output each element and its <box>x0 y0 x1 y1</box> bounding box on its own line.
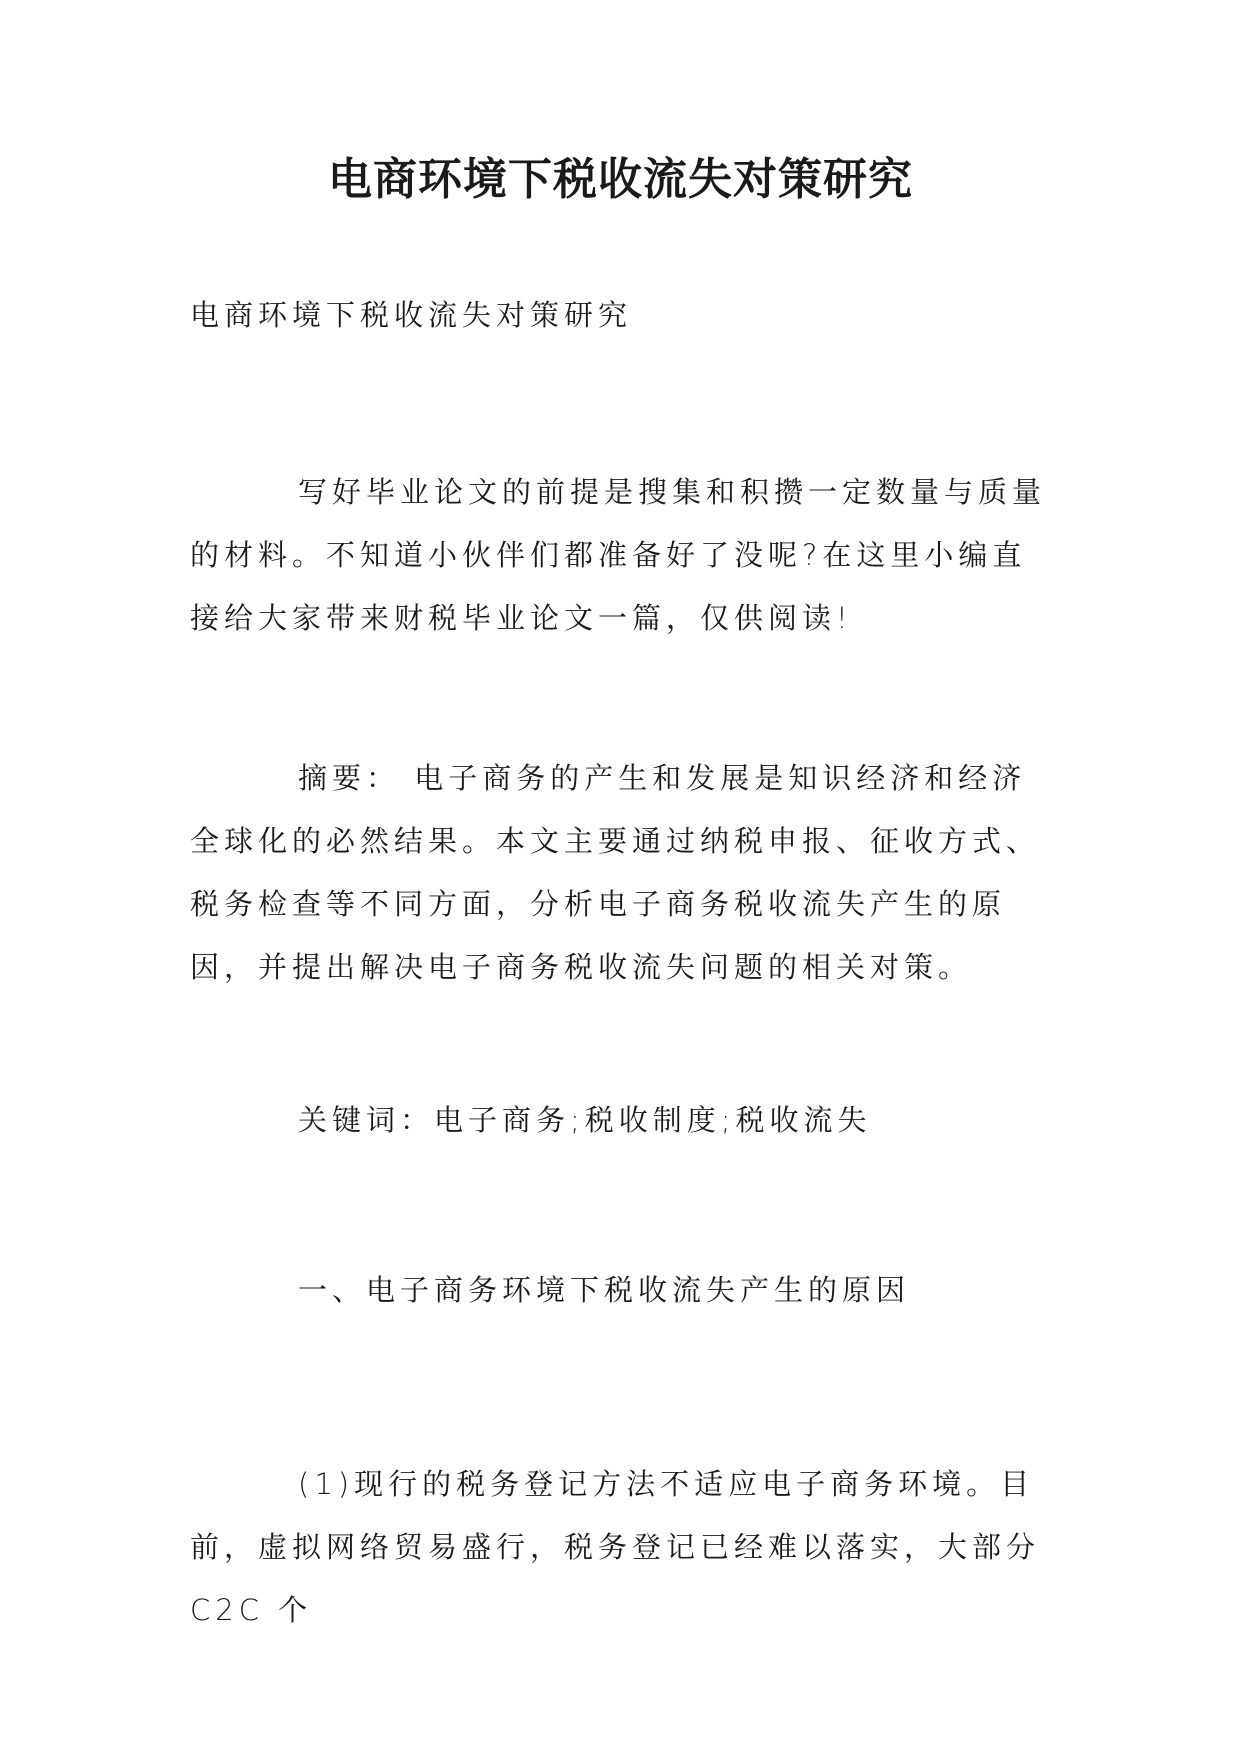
abstract-paragraph: 摘要： 电子商务的产生和发展是知识经济和经济全球化的必然结果。本文主要通过纳税申报、征收方式、税务检查等不同方面，分析电子商务税收流失产生的原因，并提出解决电子商务税收流失问题的相关对策。 <box>190 761 1041 984</box>
intro-paragraph: 写好毕业论文的前提是搜集和积攒一定数量与质量的材料。不知道小伙伴们都准备好了没呢?在这里小编直接给大家带来财税毕业论文一篇，仅供阅读! <box>190 475 1047 635</box>
document-subtitle: 电商环境下税收流失对策研究 <box>190 298 633 332</box>
document-title: 电商环境下税收流失对策研究 <box>328 154 913 205</box>
keywords-line: 关键词：电子商务;税收制度;税收流失 <box>298 1103 872 1137</box>
section-heading: 一、电子商务环境下税收流失产生的原因 <box>298 1273 911 1307</box>
body-paragraph: (1)现行的税务登记方法不适应电子商务环境。目前，虚拟网络贸易盛行，税务登记已经难以落实，大部分 C2C 个 <box>190 1467 1041 1627</box>
